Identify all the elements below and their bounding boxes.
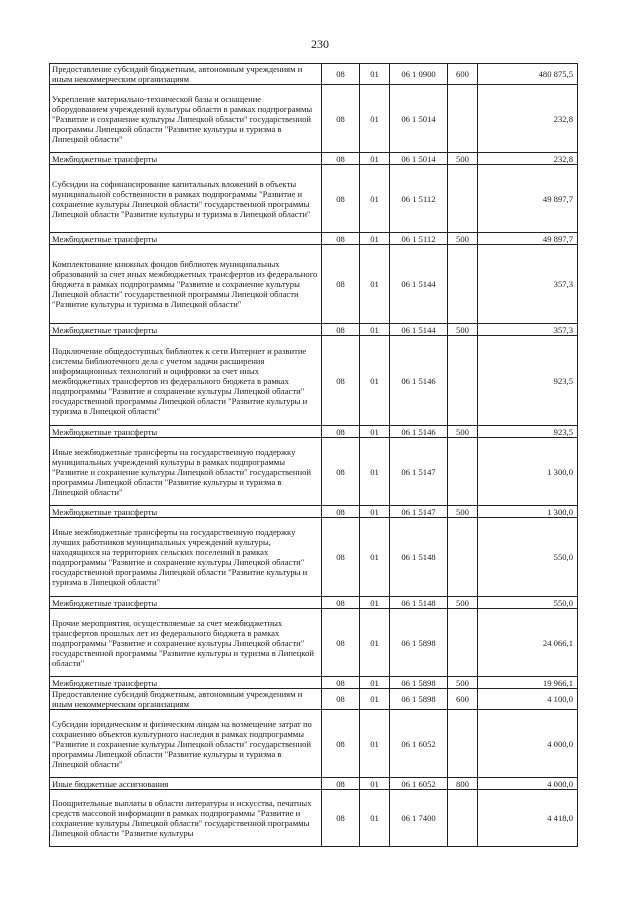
row-name: Комплектование книжных фондов библиотек муниципальных образований за счет иных межбюджетных трансфертов из федерального бюджета в рамках подпрограммы "Развитие и сохранение культуры Липецкой области" государственной программы Липецкой области "Развитие культуры и туризма в Липецкой области" (50, 245, 322, 324)
row-expense-type: 600 (448, 689, 478, 710)
table-row (50, 85, 578, 153)
row-amount: 24 066,1 (478, 609, 578, 677)
row-subsection: 01 (360, 85, 390, 153)
row-amount: 19 966,1 (478, 677, 578, 689)
row-name: Межбюджетные трансферты (50, 597, 322, 609)
row-name: Межбюджетные трансферты (50, 233, 322, 245)
row-section: 08 (322, 778, 360, 790)
row-name: Укрепление материально-технической базы и оснащение оборудованием учреждений культуры области в рамках подпрограммы "Развитие и сохранение культуры Липецкой области" государственной программы Липецкой области "Развитие культуры и туризма в Липецкой области" (50, 85, 322, 153)
row-expense-type: 500 (448, 324, 478, 336)
row-amount: 232,8 (478, 153, 578, 165)
row-section: 08 (322, 165, 360, 233)
table-row (50, 64, 578, 85)
row-amount: 923,5 (478, 336, 578, 426)
row-section: 08 (322, 609, 360, 677)
row-target-article: 06 1 5112 (390, 233, 448, 245)
row-target-article: 06 1 5146 (390, 426, 448, 438)
row-section: 08 (322, 426, 360, 438)
row-target-article: 06 1 5148 (390, 597, 448, 609)
row-section: 08 (322, 597, 360, 609)
row-subsection: 01 (360, 153, 390, 165)
table-row (50, 245, 578, 324)
row-amount: 1 300,0 (478, 438, 578, 506)
row-name: Межбюджетные трансферты (50, 153, 322, 165)
row-target-article: 06 1 5898 (390, 689, 448, 710)
row-name: Предоставление субсидий бюджетным, автономным учреждениям и иным некоммерческим организациям (50, 689, 322, 710)
row-expense-type (448, 336, 478, 426)
row-subsection: 01 (360, 426, 390, 438)
row-subsection: 01 (360, 597, 390, 609)
row-amount: 550,0 (478, 518, 578, 597)
row-amount: 49 897,7 (478, 233, 578, 245)
row-subsection: 01 (360, 710, 390, 778)
row-expense-type: 500 (448, 506, 478, 518)
row-name: Прочие мероприятия, осуществляемые за счет межбюджетных трансфертов прошлых лет из федерального бюджета в рамках подпрограммы "Развитие и сохранение культуры Липецкой области" государственной программы "Развитие культуры и туризма в Липецкой области" (50, 609, 322, 677)
row-subsection: 01 (360, 165, 390, 233)
row-target-article: 06 1 5898 (390, 609, 448, 677)
table-row (50, 506, 578, 518)
row-subsection: 01 (360, 336, 390, 426)
row-section: 08 (322, 677, 360, 689)
table-row (50, 336, 578, 426)
row-expense-type: 500 (448, 597, 478, 609)
table-row (50, 233, 578, 245)
row-name: Подключение общедоступных библиотек к сети Интернет и развитие системы библиотечного дела с учетом задачи расширения информационных технологий и оцифровки за счет иных межбюджетных трансфертов из федерального бюджета в рамках подпрограммы "Развитие и сохранение культуры Липецкой области" государственной программы Липецкой области "Развитие культуры и туризма в Липецкой области" (50, 336, 322, 426)
row-subsection: 01 (360, 324, 390, 336)
table-row (50, 677, 578, 689)
row-expense-type (448, 518, 478, 597)
row-section: 08 (322, 153, 360, 165)
table-row (50, 689, 578, 710)
row-amount: 4 000,0 (478, 710, 578, 778)
table-row (50, 790, 578, 847)
table-row (50, 597, 578, 609)
row-expense-type (448, 245, 478, 324)
table-row (50, 153, 578, 165)
table-row (50, 438, 578, 506)
row-target-article: 06 1 6052 (390, 710, 448, 778)
row-section: 08 (322, 506, 360, 518)
row-target-article: 06 1 0900 (390, 64, 448, 85)
row-target-article: 06 1 5014 (390, 85, 448, 153)
row-name: Предоставление субсидий бюджетным, автономным учреждениям и иным некоммерческим организациям (50, 64, 322, 85)
row-target-article: 06 1 5148 (390, 518, 448, 597)
row-amount: 357,3 (478, 324, 578, 336)
row-amount: 4 418,0 (478, 790, 578, 847)
row-expense-type (448, 710, 478, 778)
table-row (50, 426, 578, 438)
row-amount: 4 000,0 (478, 778, 578, 790)
row-target-article: 06 1 5112 (390, 165, 448, 233)
row-subsection: 01 (360, 64, 390, 85)
row-subsection: 01 (360, 677, 390, 689)
row-expense-type: 600 (448, 64, 478, 85)
row-amount: 550,0 (478, 597, 578, 609)
table-row (50, 778, 578, 790)
row-expense-type: 500 (448, 426, 478, 438)
row-amount: 357,3 (478, 245, 578, 324)
row-section: 08 (322, 245, 360, 324)
table-row (50, 165, 578, 233)
row-target-article: 06 1 5014 (390, 153, 448, 165)
row-name: Иные межбюджетные трансферты на государственную поддержку лучших работников муниципальных учреждений культуры, находящихся на территориях сельских поселений в рамках подпрограммы "Развитие и сохранение культуры Липецкой области" государственной программы Липецкой области "Развитие культуры и туризма в Липецкой области" (50, 518, 322, 597)
table-body (50, 64, 578, 847)
row-section: 08 (322, 518, 360, 597)
row-target-article: 06 1 5898 (390, 677, 448, 689)
row-amount: 49 897,7 (478, 165, 578, 233)
row-target-article: 06 1 5144 (390, 324, 448, 336)
row-amount: 923,5 (478, 426, 578, 438)
row-section: 08 (322, 689, 360, 710)
table-row (50, 710, 578, 778)
row-target-article: 06 1 7400 (390, 790, 448, 847)
table-row (50, 518, 578, 597)
row-name: Субсидии юридическим и физическим лицам на возмещение затрат по сохранению объектов культурного наследия в рамках подпрограммы "Развитие и сохранение культуры Липецкой области" государственной программы Липецкой области "Развитие культуры и туризма в Липецкой области" (50, 710, 322, 778)
row-expense-type: 500 (448, 153, 478, 165)
row-subsection: 01 (360, 233, 390, 245)
table-row (50, 324, 578, 336)
row-subsection: 01 (360, 778, 390, 790)
row-subsection: 01 (360, 518, 390, 597)
row-amount: 4 100,0 (478, 689, 578, 710)
row-subsection: 01 (360, 506, 390, 518)
row-target-article: 06 1 5147 (390, 506, 448, 518)
row-section: 08 (322, 64, 360, 85)
row-section: 08 (322, 710, 360, 778)
row-expense-type (448, 165, 478, 233)
row-section: 08 (322, 233, 360, 245)
table-row (50, 609, 578, 677)
row-expense-type (448, 790, 478, 847)
row-section: 08 (322, 336, 360, 426)
row-subsection: 01 (360, 438, 390, 506)
row-expense-type: 500 (448, 233, 478, 245)
budget-table (49, 63, 578, 847)
row-subsection: 01 (360, 245, 390, 324)
row-subsection: 01 (360, 609, 390, 677)
row-name: Иные межбюджетные трансферты на государственную поддержку муниципальных учреждений культуры в рамках подпрограммы "Развитие и сохранение культуры Липецкой области" государственной программы Липецкой области "Развитие культуры и туризма в Липецкой области" (50, 438, 322, 506)
row-name: Межбюджетные трансферты (50, 324, 322, 336)
row-expense-type: 800 (448, 778, 478, 790)
row-expense-type (448, 85, 478, 153)
row-target-article: 06 1 5147 (390, 438, 448, 506)
row-name: Межбюджетные трансферты (50, 506, 322, 518)
row-subsection: 01 (360, 790, 390, 847)
row-name: Межбюджетные трансферты (50, 426, 322, 438)
row-name: Поощрительные выплаты в области литературы и искусства, печатных средств массовой информации в рамках подпрограммы "Развитие и сохранение культуры Липецкой области" государственной программы Липецкой области "Развитие культуры (50, 790, 322, 847)
row-expense-type: 500 (448, 677, 478, 689)
row-amount: 232,8 (478, 85, 578, 153)
row-section: 08 (322, 790, 360, 847)
row-section: 08 (322, 324, 360, 336)
row-amount: 1 300,0 (478, 506, 578, 518)
row-subsection: 01 (360, 689, 390, 710)
row-section: 08 (322, 438, 360, 506)
row-amount: 480 875,5 (478, 64, 578, 85)
row-section: 08 (322, 85, 360, 153)
row-target-article: 06 1 5144 (390, 245, 448, 324)
row-name: Межбюджетные трансферты (50, 677, 322, 689)
row-target-article: 06 1 6052 (390, 778, 448, 790)
row-name: Иные бюджетные ассигнования (50, 778, 322, 790)
row-target-article: 06 1 5146 (390, 336, 448, 426)
row-expense-type (448, 438, 478, 506)
row-expense-type (448, 609, 478, 677)
row-name: Субсидии на софинансирование капитальных вложений в объекты муниципальной собственности в рамках подпрограммы "Развитие и сохранение культуры Липецкой области" государственной программы Липецкой области "Развитие культуры и туризма в Липецкой области" (50, 165, 322, 233)
page-number: 230 (311, 37, 329, 51)
